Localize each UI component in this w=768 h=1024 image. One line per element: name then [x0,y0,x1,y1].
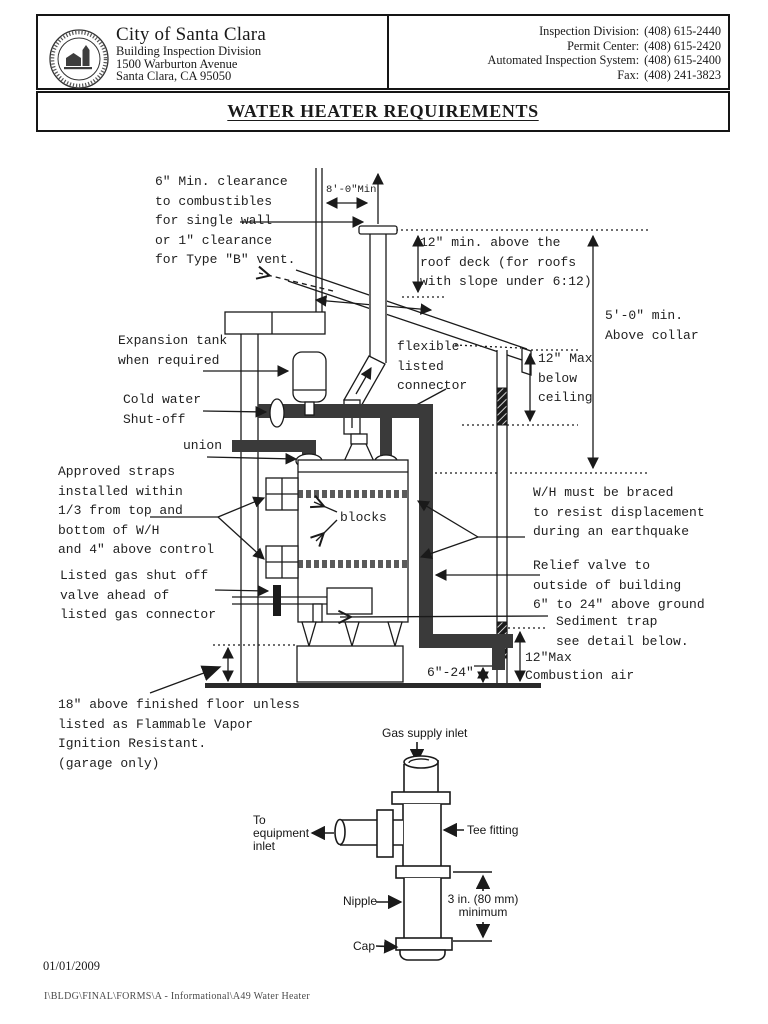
letterhead [36,14,730,90]
contact-row [488,39,721,54]
label-3in-minimum: 3 in. (80 mm) minimum [447,892,519,919]
contact-phone: (408) 615-2400 [644,53,721,68]
agency-division: Building Inspection Division [116,44,262,58]
title-banner [36,91,730,132]
label-above-collar: 5'-0" min. Above collar [605,308,699,343]
contact-row [488,68,721,83]
label-cap: Cap [353,939,376,953]
label-gas-shutoff-valve: Listed gas shut off valve ahead of listed gas connector [60,568,217,622]
label-flexible-connector: flexible listed connector [397,339,468,393]
label-gas-supply-inlet: Gas supply inlet [382,726,468,740]
contact-phone: (408) 615-2420 [644,38,721,53]
contact-list [488,24,721,82]
label-blocks: blocks [340,510,387,525]
file-path: I\BLDG\FINAL\FORMS\A - Informational\A49 Water Heater [44,991,310,1002]
contact-label: Automated Inspection System: [487,53,640,68]
agency-street: 1500 Warburton Avenue [116,56,238,71]
label-nipple: Nipple [343,894,378,908]
revision-date: 01/01/2009 [43,959,100,973]
label-vent-height: 8'-0"Min [326,184,377,196]
label-12-max: 12"Max [525,650,572,665]
label-expansion-tank: Expansion tank when required [118,333,228,368]
city-seal-logo [48,28,110,90]
contact-phone: (408) 615-2440 [644,24,721,38]
label-seismic-bracing: W/H must be braced to resist displacement during an earthquake [533,485,705,539]
contact-label: Permit Center: [567,38,640,53]
label-roof-deck: 12" min. above the roof deck (for roofs with slope under 6:12) [420,235,592,289]
contact-phone: (408) 241-3823 [644,67,721,82]
agency-address-block [116,24,266,83]
sediment-trap-detail [312,742,492,960]
label-approved-straps: Approved straps installed within 1/3 from top and bottom of W/H and 4" above control [58,464,215,557]
label-vent-clearance: 6" Min. clearance to combustibles for single wall or 1" clearance for Type "B" vent. [155,174,296,267]
label-union: union [183,438,223,453]
label-relief-valve: Relief valve to outside of building 6" to 24" above ground [533,558,705,612]
contact-label: Inspection Division: [539,24,640,38]
contact-row [488,53,721,68]
water-heater-tank [205,460,541,688]
label-below-ceiling: 12" Max below ceiling [538,351,593,405]
agency-city: Santa Clara, CA 95050 [116,69,232,83]
page-title: WATER HEATER REQUIREMENTS [227,101,539,121]
label-tee-fitting: Tee fitting [467,823,519,837]
label-to-equipment-inlet: To equipment inlet [253,813,310,853]
header-divider [387,16,389,88]
contact-row [488,24,721,39]
label-sediment-trap: Sediment trap see detail below. [556,614,689,649]
contact-label: Fax: [617,67,640,82]
label-combustion-air: Combustion air [525,668,635,683]
agency-name: City of Santa Clara [116,24,266,45]
label-finished-floor: 18" above finished floor unless listed as Flammable Vapor Ignition Resistant. (garage only) [58,697,300,771]
label-6-24-range: 6"-24" [427,665,474,680]
label-cold-water-shutoff: Cold water Shut-off [123,392,202,427]
